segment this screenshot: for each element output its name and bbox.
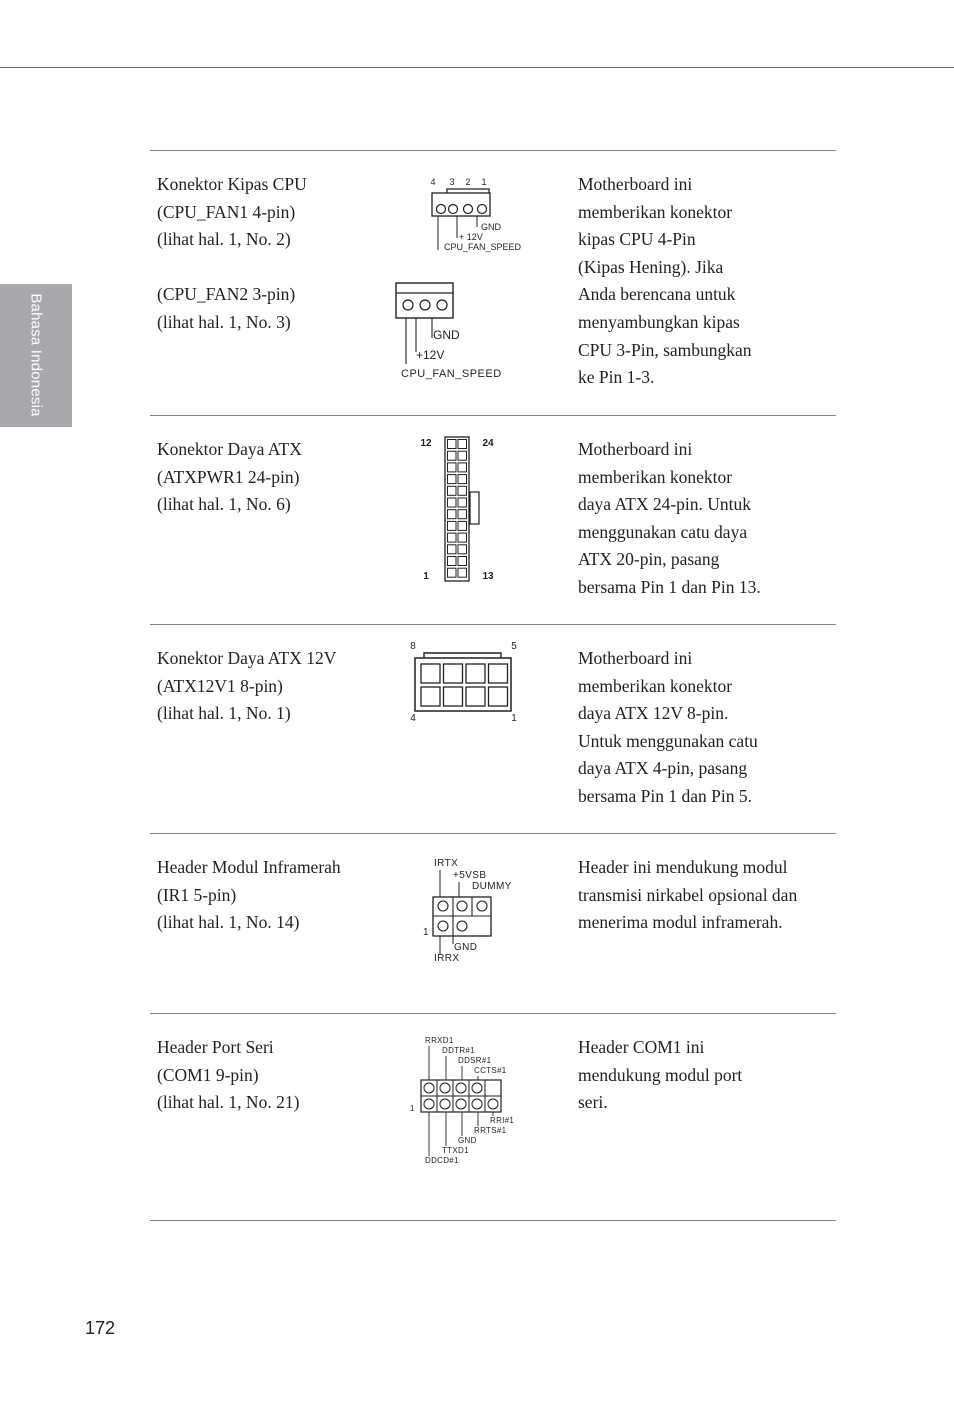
atx24-pin xyxy=(458,510,467,519)
atx-24pin-diagram xyxy=(410,432,505,587)
svg-text:2: 2 xyxy=(465,177,471,187)
svg-text:12: 12 xyxy=(420,438,432,449)
svg-text:CPU_FAN_SPEED: CPU_FAN_SPEED xyxy=(444,242,522,252)
svg-text:RRTS#1: RRTS#1 xyxy=(474,1126,507,1135)
svg-text:DDTR#1: DDTR#1 xyxy=(442,1046,475,1055)
atx-power-description: Konektor Daya ATX (ATXPWR1 24-pin) (lihat hal. 1, No. 6) xyxy=(157,439,302,515)
atx24-pin xyxy=(448,545,457,554)
section-divider xyxy=(150,150,836,151)
section-divider xyxy=(150,624,836,625)
svg-text:RRI#1: RRI#1 xyxy=(490,1116,515,1125)
atx24-pin xyxy=(448,475,457,484)
atx24-pin xyxy=(458,568,467,577)
atx12v-description: Konektor Daya ATX 12V (ATX12V1 8-pin) (lihat hal. 1, No. 1) xyxy=(157,648,337,724)
cpu-fan-description: Konektor Kipas CPU (CPU_FAN1 4-pin) (lihat hal. 1, No. 2) (CPU_FAN2 3-pin) (lihat hal. 1, No. 3) xyxy=(157,174,307,332)
svg-text:1: 1 xyxy=(423,571,429,582)
ir-header-notes: Header ini mendukung modul transmisi nirkabel opsional dan menerima modul inframerah. xyxy=(578,857,798,933)
svg-text:IRTX: IRTX xyxy=(434,858,459,869)
atx24-pin xyxy=(458,486,467,495)
com1-9pin-diagram xyxy=(405,1032,535,1167)
svg-text:+ 12V: + 12V xyxy=(459,232,483,242)
atx8-pin xyxy=(466,687,485,706)
section-divider xyxy=(150,833,836,834)
svg-text:1: 1 xyxy=(511,713,517,724)
com-pin xyxy=(440,1099,450,1109)
com-pin xyxy=(488,1099,498,1109)
com-header-notes: Header COM1 ini mendukung modul port seri. xyxy=(578,1037,743,1113)
atx24-pin xyxy=(448,486,457,495)
atx24-pin xyxy=(458,521,467,530)
atx24-pin xyxy=(448,521,457,530)
atx8-pin xyxy=(444,687,463,706)
atx12v-notes: Motherboard ini memberikan konektor daya ATX 12V 8-pin. Untuk menggunakan catu daya ATX 4-pin, pasang bersama Pin 1 dan Pin 5. xyxy=(578,648,758,806)
svg-text:1: 1 xyxy=(423,927,429,938)
page-number: 172 xyxy=(85,1318,116,1338)
section-divider xyxy=(150,415,836,416)
com-pin xyxy=(456,1083,466,1093)
svg-text:24: 24 xyxy=(482,438,494,449)
atx24-pin xyxy=(458,463,467,472)
atx8-pin xyxy=(421,687,440,706)
svg-text:+12V: +12V xyxy=(416,348,445,362)
svg-text:1: 1 xyxy=(481,177,487,187)
atx24-pin xyxy=(448,498,457,507)
svg-text:8: 8 xyxy=(410,641,416,652)
svg-text:1: 1 xyxy=(410,1104,415,1113)
svg-text:GND: GND xyxy=(481,222,501,232)
atx8-pin xyxy=(489,664,508,683)
atx24-pin xyxy=(448,510,457,519)
svg-text:13: 13 xyxy=(482,571,494,582)
side-tab-label: Bahasa Indonesia xyxy=(27,293,45,417)
com-pin xyxy=(424,1099,434,1109)
atx-power-notes: Motherboard ini memberikan konektor daya ATX 24-pin. Untuk menggunakan catu daya ATX 20-pin, pasang bersama Pin 1 dan Pin 13. xyxy=(578,439,761,597)
atx24-pin xyxy=(448,557,457,566)
svg-text:4: 4 xyxy=(430,177,436,187)
svg-text:GND: GND xyxy=(433,328,460,342)
atx24-pin xyxy=(448,451,457,460)
svg-text:3: 3 xyxy=(449,177,455,187)
com-pin xyxy=(424,1083,434,1093)
atx12v-8pin-diagram xyxy=(400,636,530,726)
svg-text:RRXD1: RRXD1 xyxy=(425,1036,454,1045)
svg-text:GND: GND xyxy=(458,1136,477,1145)
atx24-pin xyxy=(458,440,467,449)
atx24-pin xyxy=(448,568,457,577)
cpu-fan2-3pin-diagram xyxy=(390,280,530,385)
atx24-pin xyxy=(458,498,467,507)
side-tab xyxy=(0,284,72,427)
com-pin xyxy=(440,1083,450,1093)
atx24-pin xyxy=(458,533,467,542)
svg-text:CPU_FAN_SPEED: CPU_FAN_SPEED xyxy=(401,368,502,380)
svg-text:DDCD#1: DDCD#1 xyxy=(425,1156,459,1165)
section-divider xyxy=(150,1013,836,1014)
ir-5pin-diagram xyxy=(415,852,535,967)
top-rule xyxy=(0,67,954,68)
atx24-pin xyxy=(448,440,457,449)
atx24-pin xyxy=(458,545,467,554)
svg-text:5: 5 xyxy=(511,641,517,652)
atx8-pin xyxy=(489,687,508,706)
ir-header-description: Header Modul Inframerah (IR1 5-pin) (lihat hal. 1, No. 14) xyxy=(157,857,341,933)
atx24-pin xyxy=(458,475,467,484)
atx24-pin xyxy=(458,557,467,566)
cpu-fan1-4pin-diagram xyxy=(420,172,550,257)
svg-text:DDSR#1: DDSR#1 xyxy=(458,1056,492,1065)
svg-text:TTXD1: TTXD1 xyxy=(442,1146,469,1155)
com-pin xyxy=(472,1083,482,1093)
atx24-pin xyxy=(458,451,467,460)
svg-text:4: 4 xyxy=(410,713,416,724)
atx24-pin xyxy=(448,533,457,542)
atx24-pin xyxy=(448,463,457,472)
svg-text:DUMMY: DUMMY xyxy=(472,881,512,892)
cpu-fan-notes: Motherboard ini memberikan konektor kipas CPU 4-Pin (Kipas Hening). Jika Anda berencana untuk menyambungkan kipas CPU 3-Pin, sambungkan ke Pin 1-3. xyxy=(578,174,752,388)
svg-text:GND: GND xyxy=(454,942,478,953)
com-pin xyxy=(456,1099,466,1109)
section-divider xyxy=(150,1220,836,1221)
atx8-pin xyxy=(421,664,440,683)
svg-text:CCTS#1: CCTS#1 xyxy=(474,1066,507,1075)
svg-text:+5VSB: +5VSB xyxy=(453,870,487,881)
atx8-pin xyxy=(444,664,463,683)
atx24-housing xyxy=(445,437,469,581)
svg-text:IRRX: IRRX xyxy=(434,953,460,964)
com-pin xyxy=(472,1099,482,1109)
atx8-pin xyxy=(466,664,485,683)
com-header-description: Header Port Seri (COM1 9-pin) (lihat hal. 1, No. 21) xyxy=(157,1037,300,1113)
